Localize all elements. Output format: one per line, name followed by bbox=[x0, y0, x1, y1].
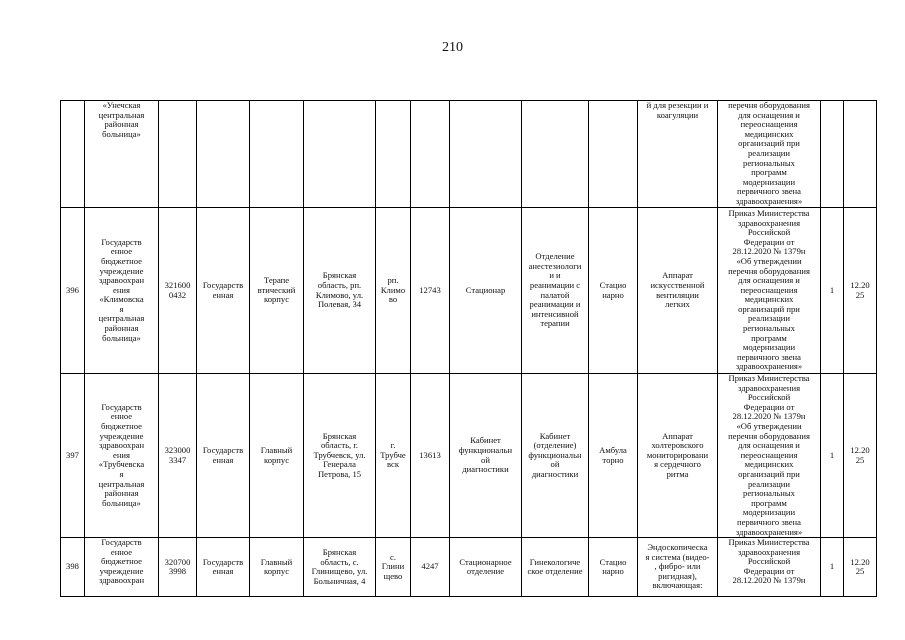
cell-care-form: Стацио нарно bbox=[589, 208, 638, 374]
cell-department: Кабинет (отделение) функциональн ой диагностики bbox=[522, 374, 589, 538]
cell-building: Главный корпус bbox=[250, 374, 304, 538]
table-row bbox=[61, 208, 877, 374]
page-number: 210 bbox=[442, 40, 463, 55]
cell-care-form: Амбула торно bbox=[589, 374, 638, 538]
cell-quantity bbox=[821, 101, 844, 208]
cell-basis: Приказ Министерства здравоохранения Российской Федерации от 28.12.2020 № 1379н bbox=[718, 538, 821, 597]
cell-id: 4247 bbox=[411, 538, 450, 597]
cell-quantity: 1 bbox=[821, 208, 844, 374]
cell-address bbox=[304, 101, 376, 208]
cell-locality: с. Глини щево bbox=[376, 538, 411, 597]
cell-date: 12.20 25 bbox=[844, 208, 877, 374]
cell-code: 321600 0432 bbox=[159, 208, 197, 374]
cell-locality: г. Трубче вск bbox=[376, 374, 411, 538]
cell-number: 397 bbox=[61, 374, 85, 538]
cell-equipment: Эндоскопическа я система (видео- , фибро- или ригидная), включающая: bbox=[638, 538, 718, 597]
cell-code bbox=[159, 101, 197, 208]
cell-institution: Государств енное бюджетное учреждение здравоохран bbox=[85, 538, 159, 597]
cell-equipment: Аппарат холтеровского мониторировани я сердечного ритма bbox=[638, 374, 718, 538]
cell-unit: Кабинет функциональн ой диагностики bbox=[450, 374, 522, 538]
cell-id bbox=[411, 101, 450, 208]
cell-ownership: Государств енная bbox=[197, 374, 250, 538]
cell-building: Терапе втический корпус bbox=[250, 208, 304, 374]
table-row bbox=[61, 101, 877, 208]
cell-building: Главный корпус bbox=[250, 538, 304, 597]
table-row bbox=[61, 538, 877, 597]
cell-date bbox=[844, 101, 877, 208]
cell-department: Отделение анестезиологи и и реанимации с палатой реанимации и интенсивной терапии bbox=[522, 208, 589, 374]
cell-number: 398 bbox=[61, 538, 85, 597]
cell-ownership bbox=[197, 101, 250, 208]
cell-id: 12743 bbox=[411, 208, 450, 374]
cell-building bbox=[250, 101, 304, 208]
cell-institution: Государств енное бюджетное учреждение здравоохран ения «Климовска я центральная районная больница» bbox=[85, 208, 159, 374]
cell-address: Брянская область, с. Глинищево, ул. Больничная, 4 bbox=[304, 538, 376, 597]
cell-date: 12.20 25 bbox=[844, 538, 877, 597]
cell-locality bbox=[376, 101, 411, 208]
cell-id: 13613 bbox=[411, 374, 450, 538]
cell-care-form bbox=[589, 101, 638, 208]
cell-institution: «Унечская центральная районная больница» bbox=[85, 101, 159, 208]
cell-department bbox=[522, 101, 589, 208]
cell-unit: Стационар bbox=[450, 208, 522, 374]
cell-unit bbox=[450, 101, 522, 208]
cell-locality: рп. Климо во bbox=[376, 208, 411, 374]
cell-basis: Приказ Министерства здравоохранения Российской Федерации от 28.12.2020 № 1379н «Об утверждении перечня оборудования для оснащения и переоснащения медицинских организаций при реализации региональных программ модернизации первичного звена здравоохранения» bbox=[718, 208, 821, 374]
cell-address: Брянская область, г. Трубчевск, ул. Генерала Петрова, 15 bbox=[304, 374, 376, 538]
cell-quantity: 1 bbox=[821, 374, 844, 538]
cell-code: 323000 3347 bbox=[159, 374, 197, 538]
equipment-register-table bbox=[60, 100, 877, 597]
cell-date: 12.20 25 bbox=[844, 374, 877, 538]
cell-equipment: Аппарат искусственной вентиляции легких bbox=[638, 208, 718, 374]
cell-number: 396 bbox=[61, 208, 85, 374]
cell-basis: перечня оборудования для оснащения и переоснащения медицинских организаций при реализации региональных программ модернизации первичного звена здравоохранения» bbox=[718, 101, 821, 208]
cell-number bbox=[61, 101, 85, 208]
cell-department: Гинекологиче ское отделение bbox=[522, 538, 589, 597]
cell-ownership: Государств енная bbox=[197, 208, 250, 374]
cell-institution: Государств енное бюджетное учреждение здравоохран ения «Трубчевска я центральная районная больница» bbox=[85, 374, 159, 538]
cell-care-form: Стацио нарно bbox=[589, 538, 638, 597]
cell-code: 320700 3998 bbox=[159, 538, 197, 597]
cell-quantity: 1 bbox=[821, 538, 844, 597]
cell-address: Брянская область, рп. Климово, ул. Полевая, 34 bbox=[304, 208, 376, 374]
cell-basis: Приказ Министерства здравоохранения Российской Федерации от 28.12.2020 № 1379н «Об утверждении перечня оборудования для оснащения и переоснащения медицинских организаций при реализации региональных программ модернизации первичного звена здравоохранения» bbox=[718, 374, 821, 538]
cell-equipment: й для резекции и коагуляции bbox=[638, 101, 718, 208]
cell-ownership: Государств енная bbox=[197, 538, 250, 597]
table-row bbox=[61, 374, 877, 538]
cell-unit: Стационарное отделение bbox=[450, 538, 522, 597]
